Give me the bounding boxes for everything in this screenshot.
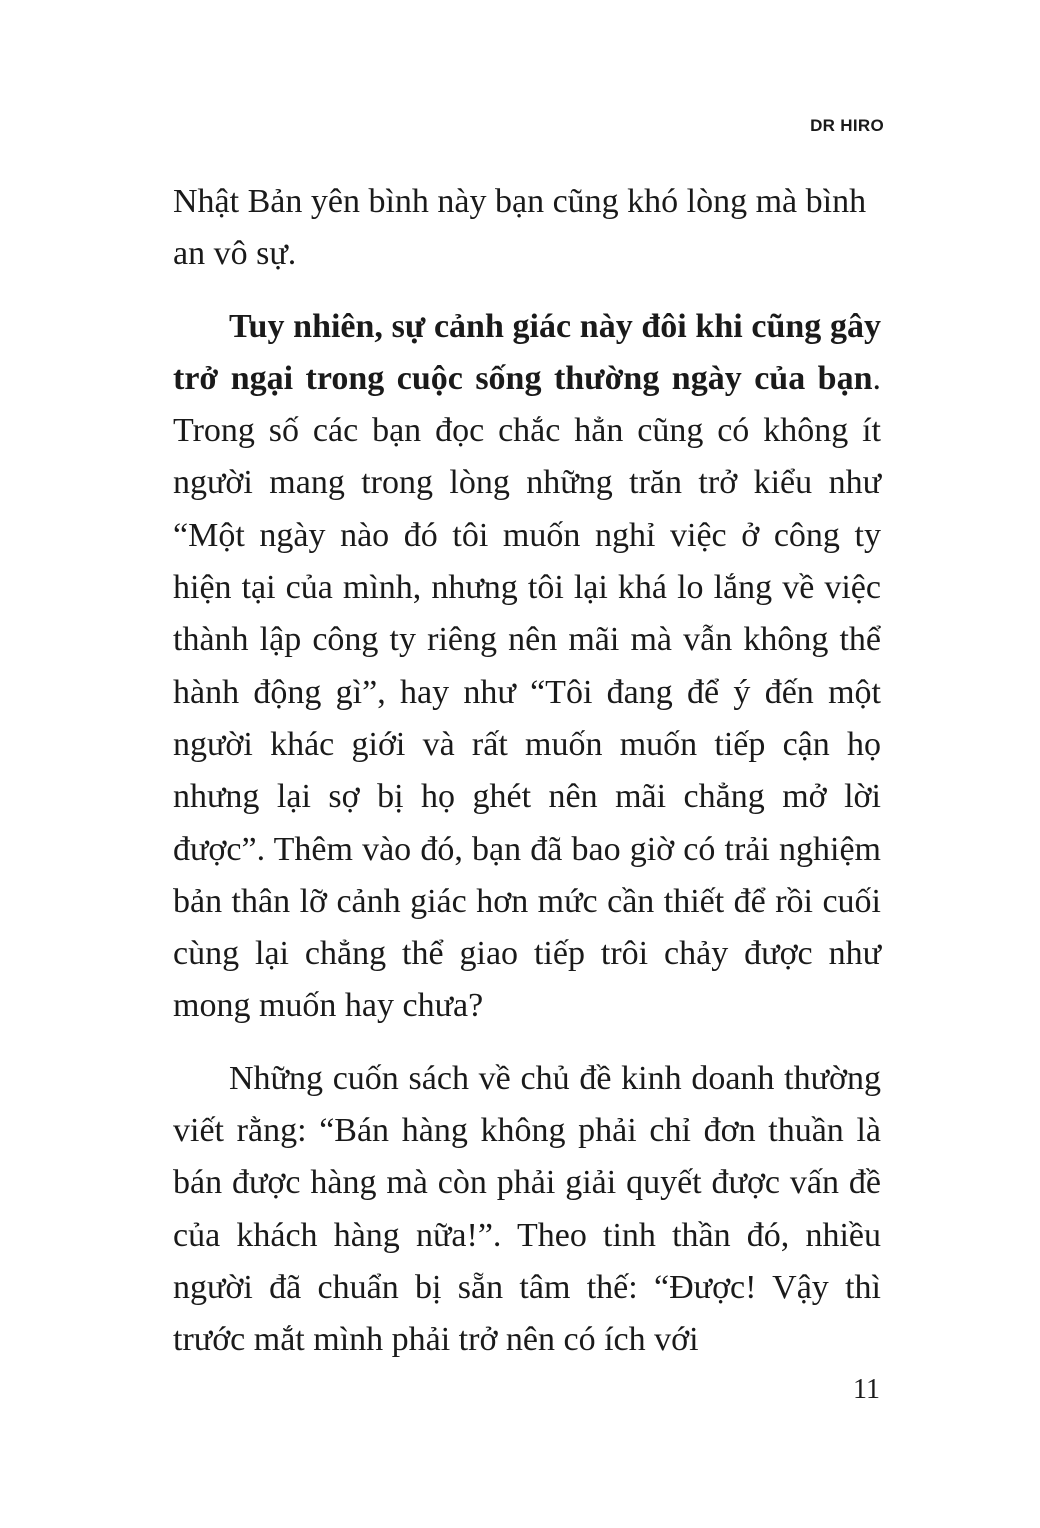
paragraph-2 bbox=[173, 301, 881, 1033]
paragraph-3 bbox=[173, 1053, 881, 1367]
paragraph-1 bbox=[173, 176, 881, 281]
running-header: DR HIRO bbox=[810, 116, 884, 135]
paragraph-2-text: . Trong số các bạn đọc chắc hẳn cũng có không ít người mang trong lòng những trăn trở kiểu như “Một ngày nào đó tôi muốn nghỉ việc ở công ty hiện tại của mình, nhưng tôi lại khá lo lắng về việc thành lập công ty riêng nên mãi mà vẫn không thể hành động gì”, hay như “Tôi đang để ý đến một người khác giới và rất muốn muốn tiếp cận họ nhưng lại sợ bị họ ghét nên mãi chẳng mở lời được”. Thêm vào đó, bạn đã bao giờ có trải nghiệm bản thân lỡ cảnh giác hơn mức cần thiết để rồi cuối cùng lại chẳng thể giao tiếp trôi chảy được như mong muốn hay chưa? bbox=[173, 359, 881, 1025]
paragraph-1-text: Nhật Bản yên bình này bạn cũng khó lòng mà bình an vô sự. bbox=[173, 183, 867, 273]
page-number: 11 bbox=[853, 1374, 880, 1405]
paragraph-3-text: Những cuốn sách về chủ đề kinh doanh thường viết rằng: “Bán hàng không phải chỉ đơn thuần là bán được hàng mà còn phải giải quyết được vấn đề của khách hàng nữa!”. Theo tinh thần đó, nhiều người đã chuẩn bị sẵn tâm thế: “Được! Vậy thì trước mắt mình phải trở nên có ích với bbox=[173, 1059, 881, 1359]
paragraph-2-bold-lead: Tuy nhiên, sự cảnh giác này đôi khi cũng gây trở ngại trong cuộc sống thường ngày của bạn bbox=[173, 307, 881, 397]
body-text bbox=[173, 176, 881, 1367]
